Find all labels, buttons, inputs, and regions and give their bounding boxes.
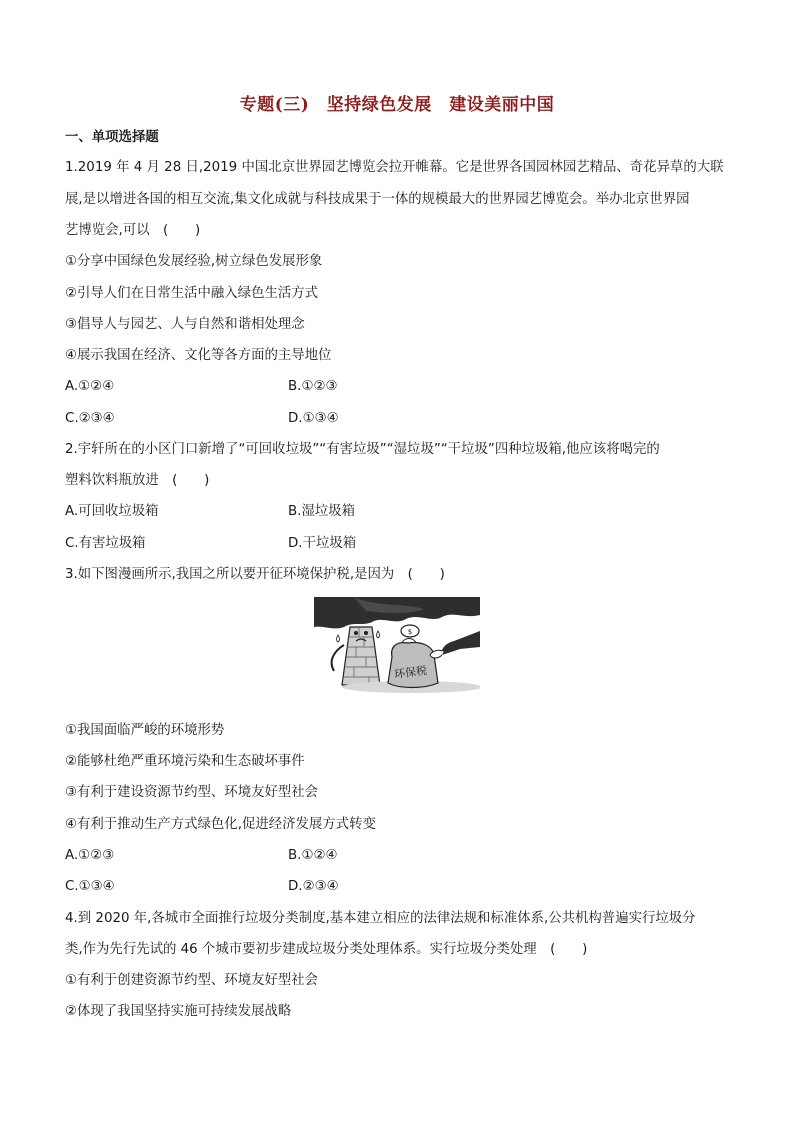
svg-text:$: $ — [407, 628, 413, 636]
question-3-statement-1: ①我国面临严峻的环境形势 — [65, 723, 225, 738]
question-2-option-b: B.湿垃圾箱 — [288, 504, 356, 519]
cartoon-illustration — [314, 597, 480, 695]
question-4-line-2: 类,作为先行先试的 46 个城市要初步建成垃圾分类处理体系。实行垃圾分类处理 ( ) — [65, 942, 588, 957]
question-2-line-1: 2.宇轩所在的小区门口新增了“可回收垃圾”“有害垃圾”“湿垃圾”“干垃圾”四种垃圾箱,他应该将喝完的 — [65, 442, 660, 457]
question-1-option-a: A.①②④ — [65, 379, 115, 394]
question-3-statement-4: ④有利于推动生产方式绿色化,促进经济发展方式转变 — [65, 817, 376, 832]
section-heading: 一、单项选择题 — [65, 130, 159, 145]
question-3-option-d: D.②③④ — [288, 879, 339, 894]
question-3-statement-2: ②能够杜绝严重环境污染和生态破坏事件 — [65, 754, 305, 769]
question-4-line-1: 4.到 2020 年,各城市全面推行垃圾分类制度,基本建立相应的法律法规和标准体系,公共机构普遍实行垃圾分 — [65, 911, 696, 926]
question-2-line-2: 塑料饮料瓶放进 ( ) — [65, 473, 210, 488]
question-1-line-3: 艺博览会,可以 ( ) — [65, 223, 201, 238]
question-4-statement-1: ①有利于创建资源节约型、环境友好型社会 — [65, 973, 319, 988]
question-1-statement-3: ③倡导人与园艺、人与自然和谐相处理念 — [65, 317, 305, 332]
cartoon-label: 环保税 — [393, 663, 428, 682]
question-3-line-1: 3.如下图漫画所示,我国之所以要开征环境保护税,是因为 ( ) — [65, 567, 445, 582]
question-3-option-c: C.①③④ — [65, 879, 115, 894]
question-2-option-d: D.干垃圾箱 — [288, 536, 357, 551]
question-1-option-d: D.①③④ — [288, 411, 339, 426]
question-3-option-b: B.①②④ — [288, 848, 338, 863]
question-1-statement-1: ①分享中国绿色发展经验,树立绿色发展形象 — [65, 254, 323, 269]
question-1-option-b: B.①②③ — [288, 379, 338, 394]
question-2-option-a: A.可回收垃圾箱 — [65, 504, 159, 519]
question-1-line-2: 展,是以增进各国的相互交流,集文化成就与科技成果于一体的规模最大的世界园艺博览会。举办北京世界园 — [65, 192, 690, 207]
question-1-line-1: 1.2019 年 4 月 28 日,2019 中国北京世界园艺博览会拉开帷幕。它是世界各国园林园艺精品、奇花异草的大联 — [65, 160, 724, 175]
question-1-statement-4: ④展示我国在经济、文化等各方面的主导地位 — [65, 348, 332, 363]
question-3-option-a: A.①②③ — [65, 848, 115, 863]
question-3-statement-3: ③有利于建设资源节约型、环境友好型社会 — [65, 785, 319, 800]
question-2-option-c: C.有害垃圾箱 — [65, 536, 146, 551]
page-title: 专题(三) 坚持绿色发展 建设美丽中国 — [239, 95, 555, 115]
question-1-option-c: C.②③④ — [65, 411, 115, 426]
question-1-statement-2: ②引导人们在日常生活中融入绿色生活方式 — [65, 286, 319, 301]
question-4-statement-2: ②体现了我国坚持实施可持续发展战略 — [65, 1004, 292, 1019]
